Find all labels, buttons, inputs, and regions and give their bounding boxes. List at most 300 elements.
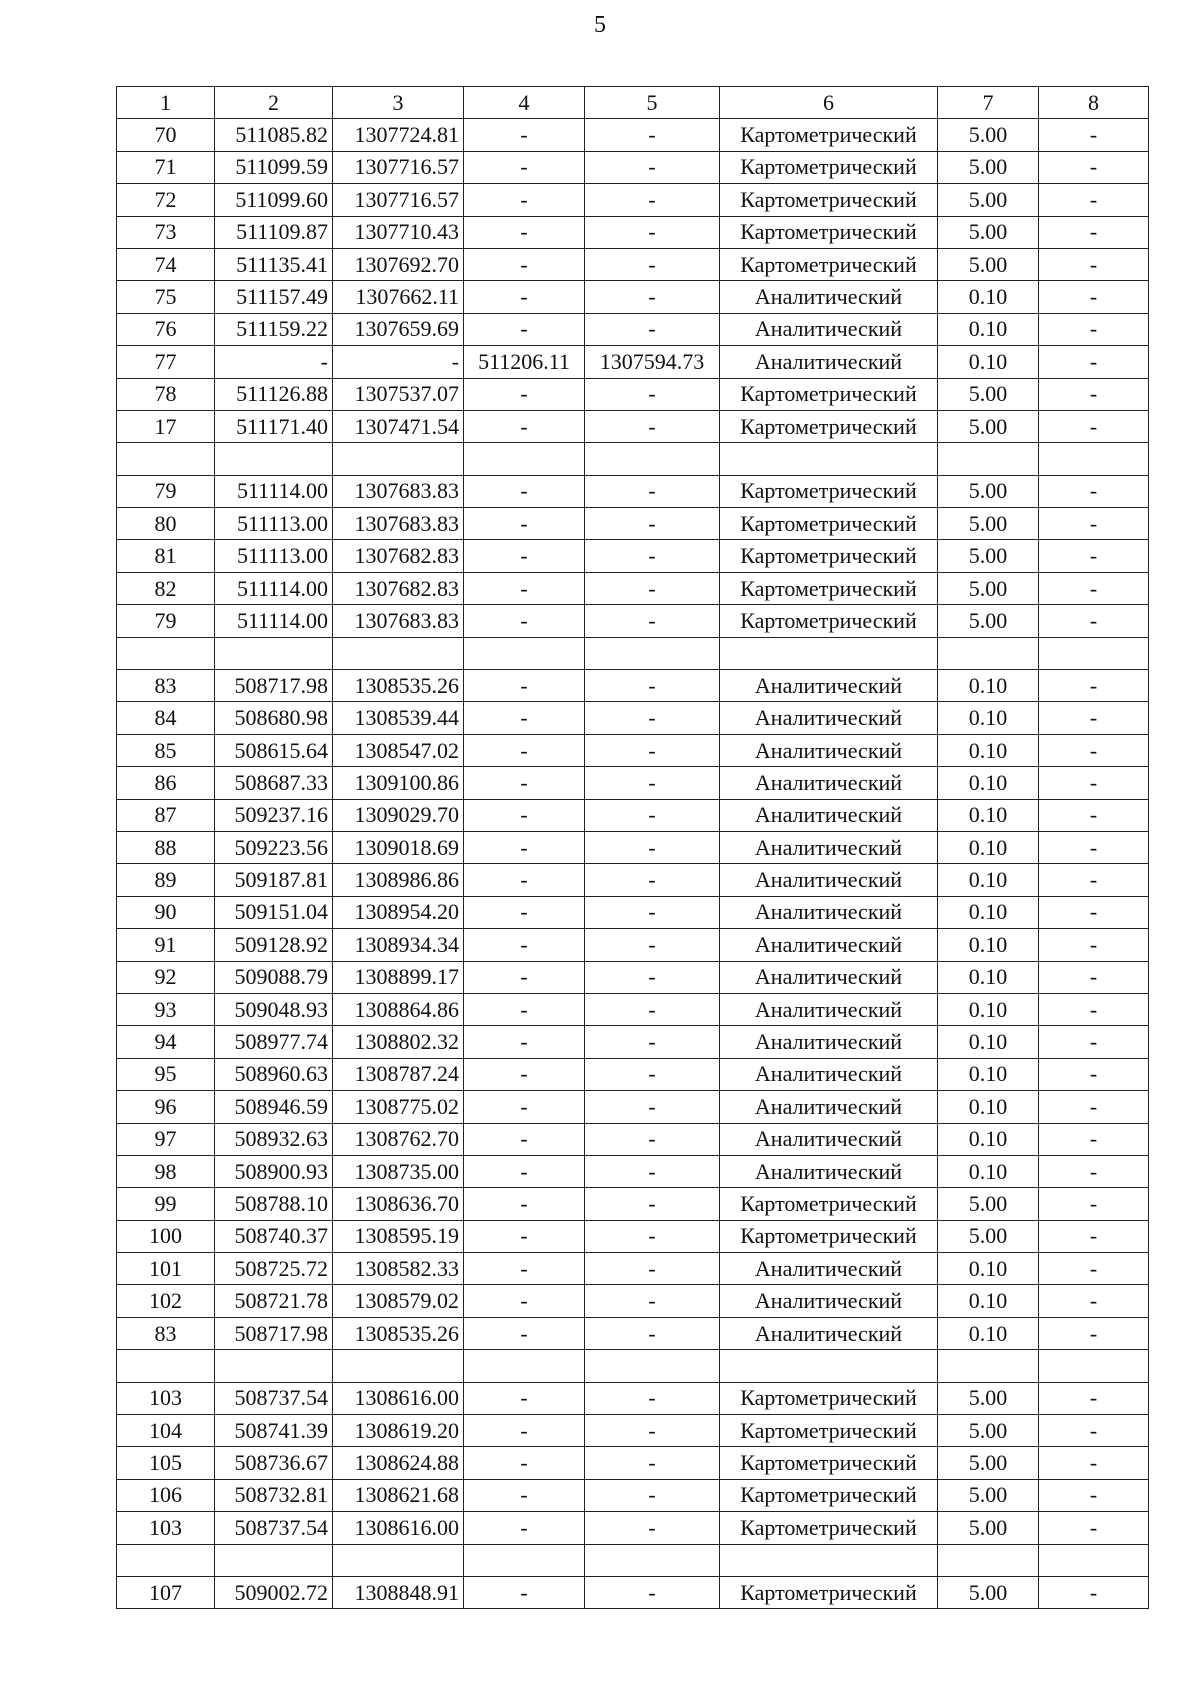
column-header-4: 4 bbox=[464, 87, 585, 119]
point-number-cell: 91 bbox=[117, 929, 215, 961]
description-cell: - bbox=[1039, 248, 1149, 280]
x-alt-cell: - bbox=[464, 993, 585, 1025]
y-alt-cell: - bbox=[585, 605, 720, 637]
method-cell: Аналитический bbox=[720, 1155, 938, 1187]
method-cell: Аналитический bbox=[720, 1026, 938, 1058]
point-number-cell: 75 bbox=[117, 281, 215, 313]
y-coordinate-cell: 1307662.11 bbox=[333, 281, 464, 313]
method-cell: Картометрический bbox=[720, 475, 938, 507]
y-alt-cell: - bbox=[585, 151, 720, 183]
x-coordinate-cell bbox=[215, 1350, 333, 1382]
accuracy-cell: 5.00 bbox=[938, 248, 1039, 280]
method-cell bbox=[720, 1350, 938, 1382]
x-alt-cell bbox=[464, 1544, 585, 1576]
x-coordinate-cell: 508977.74 bbox=[215, 1026, 333, 1058]
column-header-2: 2 bbox=[215, 87, 333, 119]
y-coordinate-cell: 1308848.91 bbox=[333, 1576, 464, 1608]
x-alt-cell: - bbox=[464, 410, 585, 442]
description-cell: - bbox=[1039, 702, 1149, 734]
point-number-cell: 106 bbox=[117, 1479, 215, 1511]
point-number-cell: 102 bbox=[117, 1285, 215, 1317]
table-row bbox=[117, 993, 1149, 1025]
column-header-1: 1 bbox=[117, 87, 215, 119]
description-cell: - bbox=[1039, 540, 1149, 572]
table-row bbox=[117, 1350, 1149, 1382]
y-alt-cell: - bbox=[585, 1415, 720, 1447]
table-row bbox=[117, 799, 1149, 831]
x-alt-cell: - bbox=[464, 281, 585, 313]
x-alt-cell: - bbox=[464, 799, 585, 831]
y-coordinate-cell: 1307683.83 bbox=[333, 475, 464, 507]
description-cell: - bbox=[1039, 281, 1149, 313]
x-coordinate-cell: 508687.33 bbox=[215, 767, 333, 799]
accuracy-cell: 0.10 bbox=[938, 993, 1039, 1025]
x-alt-cell: - bbox=[464, 1479, 585, 1511]
x-coordinate-cell: 509151.04 bbox=[215, 896, 333, 928]
y-alt-cell: - bbox=[585, 1188, 720, 1220]
method-cell: Картометрический bbox=[720, 216, 938, 248]
x-alt-cell: - bbox=[464, 767, 585, 799]
x-coordinate-cell: 509128.92 bbox=[215, 929, 333, 961]
method-cell: Картометрический bbox=[720, 1512, 938, 1544]
table-row bbox=[117, 1382, 1149, 1414]
description-cell: - bbox=[1039, 1317, 1149, 1349]
x-alt-cell: - bbox=[464, 1123, 585, 1155]
accuracy-cell: 5.00 bbox=[938, 1188, 1039, 1220]
y-alt-cell: - bbox=[585, 1123, 720, 1155]
accuracy-cell: 0.10 bbox=[938, 1026, 1039, 1058]
description-cell: - bbox=[1039, 1155, 1149, 1187]
y-coordinate-cell: 1307716.57 bbox=[333, 184, 464, 216]
y-alt-cell: - bbox=[585, 119, 720, 151]
x-coordinate-cell: 511126.88 bbox=[215, 378, 333, 410]
method-cell: Аналитический bbox=[720, 734, 938, 766]
y-coordinate-cell: 1308535.26 bbox=[333, 1317, 464, 1349]
method-cell: Аналитический bbox=[720, 1091, 938, 1123]
method-cell: Картометрический bbox=[720, 151, 938, 183]
method-cell: Аналитический bbox=[720, 702, 938, 734]
point-number-cell: 93 bbox=[117, 993, 215, 1025]
y-alt-cell: 1307594.73 bbox=[585, 346, 720, 378]
point-number-cell: 76 bbox=[117, 313, 215, 345]
description-cell bbox=[1039, 443, 1149, 475]
x-alt-cell: - bbox=[464, 248, 585, 280]
x-alt-cell: - bbox=[464, 216, 585, 248]
table-row bbox=[117, 248, 1149, 280]
description-cell: - bbox=[1039, 929, 1149, 961]
point-number-cell: 71 bbox=[117, 151, 215, 183]
point-number-cell: 90 bbox=[117, 896, 215, 928]
y-alt-cell: - bbox=[585, 1155, 720, 1187]
method-cell: Картометрический bbox=[720, 184, 938, 216]
y-coordinate-cell: 1307683.83 bbox=[333, 508, 464, 540]
x-coordinate-cell: 508741.39 bbox=[215, 1415, 333, 1447]
point-number-cell: 70 bbox=[117, 119, 215, 151]
method-cell: Аналитический bbox=[720, 896, 938, 928]
y-alt-cell: - bbox=[585, 929, 720, 961]
x-coordinate-cell: 508960.63 bbox=[215, 1058, 333, 1090]
method-cell: Аналитический bbox=[720, 961, 938, 993]
table-row bbox=[117, 637, 1149, 669]
method-cell: Картометрический bbox=[720, 1479, 938, 1511]
x-alt-cell: - bbox=[464, 1512, 585, 1544]
x-coordinate-cell: 508717.98 bbox=[215, 670, 333, 702]
method-cell: Аналитический bbox=[720, 346, 938, 378]
x-alt-cell: - bbox=[464, 1576, 585, 1608]
point-number-cell: 83 bbox=[117, 670, 215, 702]
method-cell: Картометрический bbox=[720, 1188, 938, 1220]
description-cell: - bbox=[1039, 1123, 1149, 1155]
accuracy-cell: 0.10 bbox=[938, 734, 1039, 766]
accuracy-cell: 5.00 bbox=[938, 151, 1039, 183]
method-cell: Аналитический bbox=[720, 281, 938, 313]
description-cell: - bbox=[1039, 1253, 1149, 1285]
point-number-cell: 79 bbox=[117, 605, 215, 637]
description-cell: - bbox=[1039, 605, 1149, 637]
method-cell: Картометрический bbox=[720, 119, 938, 151]
x-alt-cell: - bbox=[464, 313, 585, 345]
point-number-cell: 103 bbox=[117, 1512, 215, 1544]
method-cell: Аналитический bbox=[720, 313, 938, 345]
table-row bbox=[117, 1415, 1149, 1447]
x-coordinate-cell: 509223.56 bbox=[215, 831, 333, 863]
y-coordinate-cell: 1308787.24 bbox=[333, 1058, 464, 1090]
method-cell: Картометрический bbox=[720, 1415, 938, 1447]
point-number-cell bbox=[117, 1350, 215, 1382]
method-cell: Аналитический bbox=[720, 929, 938, 961]
x-coordinate-cell: 509237.16 bbox=[215, 799, 333, 831]
accuracy-cell: 0.10 bbox=[938, 1058, 1039, 1090]
accuracy-cell: 5.00 bbox=[938, 1479, 1039, 1511]
x-alt-cell: - bbox=[464, 1091, 585, 1123]
table-row bbox=[117, 1512, 1149, 1544]
table-row bbox=[117, 378, 1149, 410]
description-cell: - bbox=[1039, 864, 1149, 896]
method-cell: Картометрический bbox=[720, 540, 938, 572]
method-cell: Картометрический bbox=[720, 572, 938, 604]
table-row bbox=[117, 1091, 1149, 1123]
y-coordinate-cell: 1309029.70 bbox=[333, 799, 464, 831]
accuracy-cell bbox=[938, 1350, 1039, 1382]
x-coordinate-cell: 511099.59 bbox=[215, 151, 333, 183]
x-alt-cell: - bbox=[464, 508, 585, 540]
y-coordinate-cell: - bbox=[333, 346, 464, 378]
x-alt-cell: - bbox=[464, 831, 585, 863]
accuracy-cell: 0.10 bbox=[938, 702, 1039, 734]
point-number-cell: 83 bbox=[117, 1317, 215, 1349]
x-coordinate-cell: 511159.22 bbox=[215, 313, 333, 345]
description-cell: - bbox=[1039, 1576, 1149, 1608]
y-alt-cell: - bbox=[585, 281, 720, 313]
x-coordinate-cell: 511171.40 bbox=[215, 410, 333, 442]
description-cell: - bbox=[1039, 346, 1149, 378]
y-coordinate-cell: 1308934.34 bbox=[333, 929, 464, 961]
point-number-cell: 81 bbox=[117, 540, 215, 572]
y-coordinate-cell: 1308636.70 bbox=[333, 1188, 464, 1220]
point-number-cell bbox=[117, 443, 215, 475]
point-number-cell bbox=[117, 1544, 215, 1576]
table-row bbox=[117, 767, 1149, 799]
y-coordinate-cell: 1308579.02 bbox=[333, 1285, 464, 1317]
table-row bbox=[117, 831, 1149, 863]
description-cell: - bbox=[1039, 508, 1149, 540]
x-coordinate-cell: 508736.67 bbox=[215, 1447, 333, 1479]
page-number: 5 bbox=[594, 12, 606, 38]
description-cell: - bbox=[1039, 1091, 1149, 1123]
table-row bbox=[117, 151, 1149, 183]
description-cell: - bbox=[1039, 961, 1149, 993]
method-cell: Аналитический bbox=[720, 1123, 938, 1155]
x-alt-cell: 511206.11 bbox=[464, 346, 585, 378]
table-row bbox=[117, 734, 1149, 766]
coordinates-table bbox=[116, 86, 1149, 1609]
y-coordinate-cell: 1307683.83 bbox=[333, 605, 464, 637]
y-alt-cell: - bbox=[585, 216, 720, 248]
point-number-cell: 82 bbox=[117, 572, 215, 604]
table-row bbox=[117, 346, 1149, 378]
accuracy-cell: 5.00 bbox=[938, 1415, 1039, 1447]
accuracy-cell: 0.10 bbox=[938, 281, 1039, 313]
x-alt-cell: - bbox=[464, 475, 585, 507]
accuracy-cell: 5.00 bbox=[938, 1576, 1039, 1608]
x-coordinate-cell: 511114.00 bbox=[215, 572, 333, 604]
x-alt-cell: - bbox=[464, 1058, 585, 1090]
point-number-cell: 95 bbox=[117, 1058, 215, 1090]
x-alt-cell: - bbox=[464, 1382, 585, 1414]
point-number-cell: 97 bbox=[117, 1123, 215, 1155]
method-cell: Картометрический bbox=[720, 508, 938, 540]
column-header-8: 8 bbox=[1039, 87, 1149, 119]
accuracy-cell: 5.00 bbox=[938, 410, 1039, 442]
y-coordinate-cell bbox=[333, 1350, 464, 1382]
x-alt-cell: - bbox=[464, 929, 585, 961]
point-number-cell: 104 bbox=[117, 1415, 215, 1447]
y-alt-cell: - bbox=[585, 1091, 720, 1123]
x-coordinate-cell bbox=[215, 443, 333, 475]
y-alt-cell: - bbox=[585, 670, 720, 702]
method-cell: Картометрический bbox=[720, 410, 938, 442]
method-cell: Аналитический bbox=[720, 767, 938, 799]
accuracy-cell: 5.00 bbox=[938, 216, 1039, 248]
description-cell: - bbox=[1039, 1220, 1149, 1252]
y-coordinate-cell: 1308986.86 bbox=[333, 864, 464, 896]
x-alt-cell: - bbox=[464, 378, 585, 410]
x-alt-cell: - bbox=[464, 670, 585, 702]
method-cell: Картометрический bbox=[720, 1576, 938, 1608]
y-coordinate-cell: 1308899.17 bbox=[333, 961, 464, 993]
y-alt-cell: - bbox=[585, 1317, 720, 1349]
point-number-cell: 89 bbox=[117, 864, 215, 896]
point-number-cell: 99 bbox=[117, 1188, 215, 1220]
accuracy-cell: 0.10 bbox=[938, 1317, 1039, 1349]
point-number-cell: 94 bbox=[117, 1026, 215, 1058]
accuracy-cell: 5.00 bbox=[938, 540, 1039, 572]
point-number-cell: 92 bbox=[117, 961, 215, 993]
column-header-7: 7 bbox=[938, 87, 1039, 119]
description-cell: - bbox=[1039, 896, 1149, 928]
x-alt-cell: - bbox=[464, 1415, 585, 1447]
y-alt-cell: - bbox=[585, 1220, 720, 1252]
x-coordinate-cell: 508721.78 bbox=[215, 1285, 333, 1317]
method-cell: Аналитический bbox=[720, 670, 938, 702]
x-coordinate-cell: 509187.81 bbox=[215, 864, 333, 896]
accuracy-cell: 0.10 bbox=[938, 1123, 1039, 1155]
x-coordinate-cell: 509002.72 bbox=[215, 1576, 333, 1608]
x-alt-cell: - bbox=[464, 961, 585, 993]
table-header bbox=[117, 87, 1149, 119]
y-coordinate-cell: 1309100.86 bbox=[333, 767, 464, 799]
y-coordinate-cell bbox=[333, 1544, 464, 1576]
x-coordinate-cell: 511135.41 bbox=[215, 248, 333, 280]
x-alt-cell: - bbox=[464, 1155, 585, 1187]
accuracy-cell: 0.10 bbox=[938, 1253, 1039, 1285]
table-row bbox=[117, 1317, 1149, 1349]
x-alt-cell: - bbox=[464, 1220, 585, 1252]
y-alt-cell: - bbox=[585, 572, 720, 604]
y-coordinate-cell bbox=[333, 443, 464, 475]
x-coordinate-cell: 508900.93 bbox=[215, 1155, 333, 1187]
accuracy-cell: 5.00 bbox=[938, 572, 1039, 604]
method-cell: Аналитический bbox=[720, 831, 938, 863]
y-coordinate-cell: 1308624.88 bbox=[333, 1447, 464, 1479]
x-coordinate-cell: 508680.98 bbox=[215, 702, 333, 734]
point-number-cell: 79 bbox=[117, 475, 215, 507]
y-coordinate-cell: 1307710.43 bbox=[333, 216, 464, 248]
point-number-cell: 73 bbox=[117, 216, 215, 248]
x-coordinate-cell bbox=[215, 1544, 333, 1576]
description-cell: - bbox=[1039, 410, 1149, 442]
method-cell: Картометрический bbox=[720, 1447, 938, 1479]
y-alt-cell: - bbox=[585, 378, 720, 410]
y-coordinate-cell: 1308775.02 bbox=[333, 1091, 464, 1123]
accuracy-cell: 0.10 bbox=[938, 1155, 1039, 1187]
y-coordinate-cell: 1307724.81 bbox=[333, 119, 464, 151]
table-row bbox=[117, 1220, 1149, 1252]
y-coordinate-cell: 1307682.83 bbox=[333, 540, 464, 572]
method-cell: Аналитический bbox=[720, 1058, 938, 1090]
description-cell bbox=[1039, 637, 1149, 669]
y-coordinate-cell: 1307682.83 bbox=[333, 572, 464, 604]
accuracy-cell: 0.10 bbox=[938, 896, 1039, 928]
accuracy-cell: 0.10 bbox=[938, 929, 1039, 961]
table-row bbox=[117, 1155, 1149, 1187]
accuracy-cell: 0.10 bbox=[938, 799, 1039, 831]
method-cell: Аналитический bbox=[720, 1285, 938, 1317]
accuracy-cell: 0.10 bbox=[938, 831, 1039, 863]
x-coordinate-cell: 511099.60 bbox=[215, 184, 333, 216]
y-coordinate-cell: 1309018.69 bbox=[333, 831, 464, 863]
y-alt-cell: - bbox=[585, 864, 720, 896]
x-alt-cell bbox=[464, 443, 585, 475]
point-number-cell: 77 bbox=[117, 346, 215, 378]
x-alt-cell: - bbox=[464, 151, 585, 183]
y-alt-cell: - bbox=[585, 1479, 720, 1511]
description-cell: - bbox=[1039, 734, 1149, 766]
x-coordinate-cell: 508788.10 bbox=[215, 1188, 333, 1220]
point-number-cell: 85 bbox=[117, 734, 215, 766]
table-row bbox=[117, 1544, 1149, 1576]
x-alt-cell: - bbox=[464, 184, 585, 216]
y-alt-cell: - bbox=[585, 248, 720, 280]
y-coordinate-cell: 1307659.69 bbox=[333, 313, 464, 345]
x-coordinate-cell: 508737.54 bbox=[215, 1512, 333, 1544]
x-coordinate-cell: - bbox=[215, 346, 333, 378]
x-coordinate-cell: 511085.82 bbox=[215, 119, 333, 151]
table-row bbox=[117, 1058, 1149, 1090]
accuracy-cell: 5.00 bbox=[938, 378, 1039, 410]
description-cell: - bbox=[1039, 475, 1149, 507]
description-cell: - bbox=[1039, 1479, 1149, 1511]
y-alt-cell: - bbox=[585, 540, 720, 572]
description-cell: - bbox=[1039, 378, 1149, 410]
table-row bbox=[117, 1026, 1149, 1058]
x-coordinate-cell: 508740.37 bbox=[215, 1220, 333, 1252]
x-alt-cell: - bbox=[464, 572, 585, 604]
description-cell: - bbox=[1039, 1415, 1149, 1447]
table-row bbox=[117, 184, 1149, 216]
method-cell: Аналитический bbox=[720, 1253, 938, 1285]
column-header-6: 6 bbox=[720, 87, 938, 119]
accuracy-cell bbox=[938, 443, 1039, 475]
method-cell: Аналитический bbox=[720, 993, 938, 1025]
y-alt-cell: - bbox=[585, 1576, 720, 1608]
description-cell: - bbox=[1039, 572, 1149, 604]
y-alt-cell: - bbox=[585, 508, 720, 540]
method-cell: Аналитический bbox=[720, 1317, 938, 1349]
point-number-cell: 96 bbox=[117, 1091, 215, 1123]
description-cell: - bbox=[1039, 216, 1149, 248]
y-alt-cell bbox=[585, 1350, 720, 1382]
y-alt-cell: - bbox=[585, 702, 720, 734]
table-row bbox=[117, 1188, 1149, 1220]
accuracy-cell: 5.00 bbox=[938, 605, 1039, 637]
y-alt-cell: - bbox=[585, 831, 720, 863]
table-row bbox=[117, 572, 1149, 604]
y-alt-cell: - bbox=[585, 1253, 720, 1285]
point-number-cell: 17 bbox=[117, 410, 215, 442]
description-cell: - bbox=[1039, 1512, 1149, 1544]
point-number-cell: 107 bbox=[117, 1576, 215, 1608]
table-row bbox=[117, 929, 1149, 961]
y-alt-cell: - bbox=[585, 993, 720, 1025]
description-cell: - bbox=[1039, 1188, 1149, 1220]
point-number-cell: 74 bbox=[117, 248, 215, 280]
method-cell: Аналитический bbox=[720, 799, 938, 831]
point-number-cell: 103 bbox=[117, 1382, 215, 1414]
y-coordinate-cell: 1307471.54 bbox=[333, 410, 464, 442]
x-alt-cell: - bbox=[464, 1285, 585, 1317]
method-cell: Аналитический bbox=[720, 864, 938, 896]
accuracy-cell: 5.00 bbox=[938, 184, 1039, 216]
y-coordinate-cell: 1308802.32 bbox=[333, 1026, 464, 1058]
y-alt-cell: - bbox=[585, 767, 720, 799]
y-alt-cell: - bbox=[585, 184, 720, 216]
accuracy-cell: 5.00 bbox=[938, 1382, 1039, 1414]
table-row bbox=[117, 896, 1149, 928]
description-cell: - bbox=[1039, 1447, 1149, 1479]
accuracy-cell: 0.10 bbox=[938, 670, 1039, 702]
x-alt-cell: - bbox=[464, 1026, 585, 1058]
x-alt-cell: - bbox=[464, 896, 585, 928]
method-cell bbox=[720, 1544, 938, 1576]
x-coordinate-cell: 508737.54 bbox=[215, 1382, 333, 1414]
method-cell: Картометрический bbox=[720, 248, 938, 280]
description-cell: - bbox=[1039, 1058, 1149, 1090]
y-alt-cell: - bbox=[585, 1382, 720, 1414]
y-coordinate-cell: 1307716.57 bbox=[333, 151, 464, 183]
description-cell: - bbox=[1039, 184, 1149, 216]
y-coordinate-cell: 1308616.00 bbox=[333, 1512, 464, 1544]
